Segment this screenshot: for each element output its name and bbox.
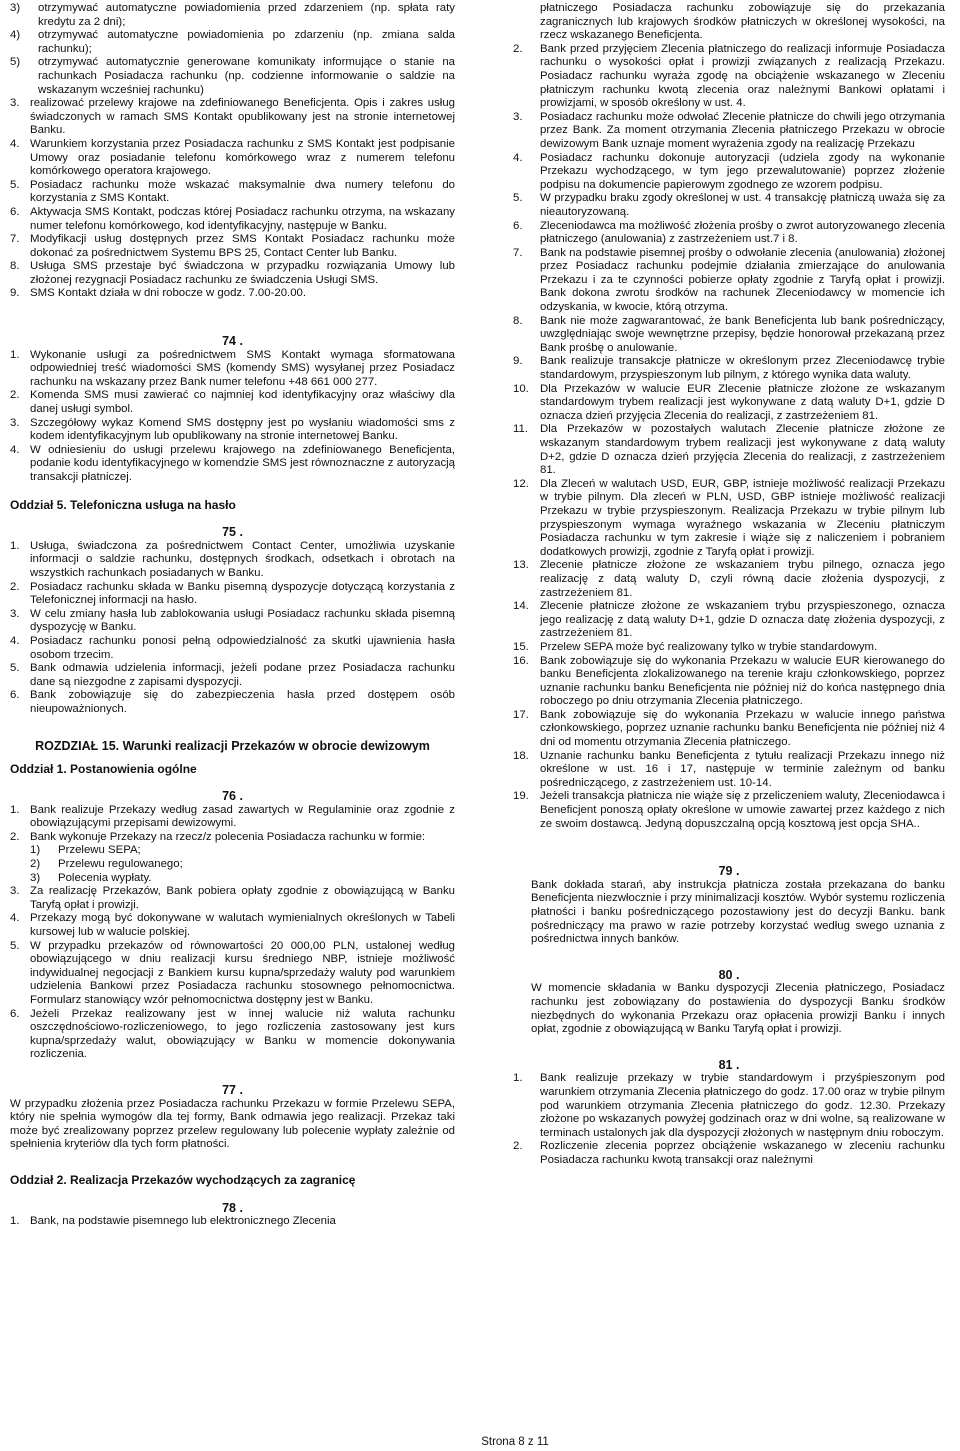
list-item-text: Posiadacz rachunku dokonuje autoryzacji (udziela zgody na wykonanie Przekazu wychodzącego, w tym jego przewalutowanie) poprzez złożenie podpisu na dokumencie papierowym zgodnego ze wzorem podpisu. bbox=[540, 151, 945, 191]
list-item-number: 12. bbox=[513, 477, 529, 490]
article-80-title: 80 . bbox=[718, 967, 740, 982]
list-item-number: 4. bbox=[513, 151, 523, 164]
list-item-text: Usługa SMS przestaje być świadczona w przypadku rozwiązania Umowy lub złożonej rezygnacji Posiadacz rachunku ze świadczenia Usługi SMS. bbox=[30, 260, 455, 286]
list-item bbox=[10, 138, 455, 179]
list-item bbox=[10, 389, 455, 416]
list-item bbox=[30, 872, 455, 886]
list-item bbox=[10, 287, 455, 301]
list-item bbox=[513, 750, 945, 791]
list-item-number: 2. bbox=[513, 42, 523, 55]
list-item-text: W przypadku braku zgody określonej w ust. 4 transakcję płatniczą uważa się za nieautoryzowaną. bbox=[540, 192, 945, 218]
list-item-text: Rozliczenie zlecenia poprzez obciążenie wskazanego w zleceniu rachunku Posiadacza rachunku kwotą transakcji oraz należnymi bbox=[540, 1140, 945, 1166]
article-75-title: 75 . bbox=[222, 525, 243, 540]
list-item-number: 19. bbox=[513, 790, 529, 803]
article-79-title: 79 . bbox=[718, 864, 740, 879]
list-item-text: Zlecenie płatnicze złożone ze wskazaniem trybu pilnego, oznacza jego realizację z datą waluty D, czyli równą dacie złożenia dyspozycji, z zastrzeżeniem 81. bbox=[540, 559, 945, 599]
list-item-number: 1. bbox=[10, 348, 20, 361]
list-item-text: otrzymywać automatyczne powiadomienia przed zdarzeniem (np. spłata raty kredytu za 2 dni); bbox=[38, 2, 455, 28]
list-item-text: Jeżeli Przekaz realizowany jest w innej walucie niż waluta rachunku oszczędnościowo-rozliczeniowego, to jego rozliczenia zastosowany jest kurs kupna/sprzedaży walut, obowiązujący w Banku w momencie dokonywania rozliczenia. bbox=[30, 1007, 455, 1061]
page-footer bbox=[0, 1436, 960, 1448]
list-item-number: 2. bbox=[10, 580, 20, 593]
list-item-number: 3. bbox=[10, 416, 20, 429]
list-item-text: Przelewu regulowanego; bbox=[58, 858, 183, 871]
list-item bbox=[513, 655, 945, 709]
list-item bbox=[513, 111, 945, 152]
right-column bbox=[513, 2, 945, 1168]
list-item-text: Polecenia wypłaty. bbox=[58, 871, 152, 884]
list-item bbox=[10, 233, 455, 260]
list-item-number: 6. bbox=[10, 689, 20, 702]
list-item bbox=[513, 383, 945, 424]
list-item bbox=[10, 912, 455, 939]
list-item bbox=[10, 581, 455, 608]
list-item-text: realizować przelewy krajowe na zdefiniowanego Beneficjenta. Opis i zakres usług świadczonych w ramach SMS Kontakt opublikowany jest na stronie internetowej Banku. bbox=[30, 97, 455, 137]
continuation-text: płatniczego Posiadacza rachunku zobowiązuje się do przekazania zagranicznych lub krajowych środków płatniczych w określonej wysokości, na rzecz wskazanego Beneficjenta. bbox=[540, 2, 945, 42]
list-item bbox=[10, 540, 455, 581]
list-item-number: 16. bbox=[513, 654, 529, 667]
list-item bbox=[10, 940, 455, 1008]
list-item bbox=[513, 43, 945, 111]
list-item-text: Bank odmawia udzielenia informacji, jeżeli podane przez Posiadacza rachunku dane są niezgodne z zapisami dyspozycji. bbox=[30, 662, 455, 688]
list-item-number: 3. bbox=[513, 110, 523, 123]
list-item-text: Dla Przekazów w pozostałych walutach Zlecenie płatnicze złożone ze wskazanym standardowym trybem realizacji jest wykonywane z datą waluty D+2, gdzie D oznacza dzień przyjęcia Zlecenia do realizacji, z zastrzeżeniem 81. bbox=[540, 423, 945, 477]
list-item-number: 1. bbox=[10, 539, 20, 552]
list-item-number: 3. bbox=[10, 885, 20, 898]
list-item bbox=[30, 858, 455, 872]
article-80-text: W momencie składania w Banku dyspozycji Zlecenia płatniczego, Posiadacz rachunku jest zobowiązany do postawienia do dyspozycji Banku środków niezbędnych do wykonania Przekazu oraz opłacenia prowizji Banku i innych opłat, zgodnie z obowiązującą w Banku Taryfą opłat i prowizji. bbox=[531, 982, 945, 1036]
article-77-title: 77 . bbox=[222, 1082, 243, 1097]
list-item-number: 2. bbox=[513, 1140, 523, 1153]
list-item-text: Dla Zleceń w walutach USD, EUR, GBP, istnieje możliwość realizacji Przekazu w trybie pilnym. Dla zleceń w PLN, USD, GBP istnieje możliwość realizacji Przekazu w trybie przyspieszonym. Realizacja Przekazu w trybie pilnym lub przyspieszonym wymaga wyraźnego wskazania w Zleceniu płatniczym Posiadacza rachunku w tym zakresie i wiąże się z naliczeniem i pobraniem dodatkowych prowizji, zgodnie z Taryfą opłat i prowizji. bbox=[540, 477, 945, 558]
list-item bbox=[513, 1072, 945, 1140]
list-item-text: W celu zmiany hasła lub zablokowania usługi Posiadacz rachunku składa pisemną dyspozycję w Banku. bbox=[30, 607, 455, 634]
list-item-text: Bank nie może zagwarantować, że bank Beneficjenta lub bank pośredniczący, uwzględniając swoje wewnętrzne przepisy, będzie honorował przekazaną przez Bank prośbę o anulowanie. bbox=[540, 314, 945, 354]
list-item-number: 3. bbox=[10, 97, 20, 110]
list-item bbox=[513, 220, 945, 247]
list-item-number: 3) bbox=[30, 871, 41, 884]
list-item-text: Bank zobowiązuje się do wykonania Przekazu w walucie EUR kierowanego do banku Beneficjenta zlokalizowanego na terenie kraju członkowskiego, poprzez uznanie rachunku banku Beneficjenta nie później niż do końca następnego dnia roboczego po dniu otrzymania Zlecenia płatniczego. bbox=[540, 654, 945, 708]
list-item-number: 1) bbox=[30, 844, 41, 857]
list-item-number: 4. bbox=[10, 443, 20, 456]
list-item-number: 15. bbox=[513, 640, 529, 653]
list-item-text: SMS Kontakt działa w dni robocze w godz. 7.00-20.00. bbox=[30, 287, 307, 300]
list-item-number: 2) bbox=[30, 858, 41, 871]
list-item-text: Posiadacz rachunku ponosi pełną odpowiedzialność za skutki ujawnienia hasła osobom trzecim. bbox=[30, 634, 455, 661]
list-item bbox=[513, 355, 945, 382]
list-item bbox=[10, 206, 455, 233]
list-item bbox=[10, 2, 455, 29]
list-item-text: Za realizację Przekazów, Bank pobiera opłaty zgodnie z obowiązującą w Banku Taryfą opłat i prowizji. bbox=[30, 885, 455, 911]
list-item-number: 17. bbox=[513, 708, 529, 721]
list-item-text: Warunkiem korzystania przez Posiadacza rachunku z SMS Kontakt jest podpisanie Umowy oraz posiadanie telefonu komórkowego wraz z numerem telefonu komórkowego operatora krajowego. bbox=[30, 137, 455, 178]
list-item: 1. Bank realizuje Przekazy według zasad zawartych w Regulaminie oraz zgodnie z obowiązującymi przepisami dewizowymi. bbox=[10, 803, 455, 830]
list-item-text: Bank przed przyjęciem Zlecenia płatniczego do realizacji informuje Posiadacza rachunku o wysokości opłat i prowizji związanych z realizacją Przekazu. Posiadacz rachunku wyraża zgodę na obciążenie wskazanego w Zleceniu płatniczym rachunku kwotą zlecenia oraz należnymi Bankowi opłatami i prowizjami, w sposób określony w ust. 4. bbox=[540, 42, 945, 110]
list-item-number: 5. bbox=[10, 178, 20, 191]
list-item: 2. Bank wykonuje Przekazy na rzecz/z polecenia Posiadacza rachunku w formie: bbox=[10, 830, 426, 843]
list-item-text: Modyfikacji usług dostępnych przez SMS Kontakt Posiadacz rachunku może dokonać za pośrednictwem Systemu BPS 25, Contact Center lub Banku. bbox=[30, 233, 455, 259]
list-item bbox=[513, 152, 945, 193]
list-item-text: Komenda SMS musi zawierać co najmniej kod identyfikacyjny oraz właściwy dla danej usługi symbol. bbox=[30, 389, 455, 416]
list-item bbox=[10, 97, 455, 138]
list-item-text: Przelew SEPA może być realizowany tylko w trybie standardowym. bbox=[540, 640, 878, 653]
list-item bbox=[10, 444, 455, 485]
list-item bbox=[10, 885, 455, 912]
list-item-text: Dla Przekazów w walucie EUR Zlecenie płatnicze złożone ze wskazanym standardowym trybem realizacji jest wykonywane z datą waluty D+1, gdzie D oznacza dzień przyjęcia Zlecenia do realizacji, z zastrzeżeniem 81. bbox=[540, 382, 945, 422]
list-item-text: Bank na podstawie pisemnej prośby o odwołanie zlecenia (anulowania) złożonej przez Posiadacz rachunku podejmie działania zmierzające do anulowania Przekazu i za te czynności pobierze opłaty zgodnie z Taryfą opłat i prowizji. Bank dokona zwrotu środków na rachunek Zleceniodawcy w momencie ich odzyskania, w kwocie, którą otrzyma. bbox=[540, 246, 945, 314]
section-2-heading: Oddział 2. Realizacja Przekazów wychodzących za zagranicę bbox=[10, 1172, 356, 1187]
list-item-number: 11. bbox=[513, 423, 528, 436]
list-item-number: 7. bbox=[10, 233, 20, 246]
list-item-number: 13. bbox=[513, 559, 529, 572]
list-item-text: Bank realizuje transakcje płatnicze w określonym przez Zleceniodawcę trybie standardowym, przyspieszonym lub pilnym, z którego wynika data waluty. bbox=[540, 355, 945, 382]
list-item-text: Zlecenie płatnicze złożone ze wskazaniem trybu przyspieszonego, oznacza jego realizację z datą waluty D+1, gdzie D oznacza datę złożenia dyspozycji, z zastrzeżeniem 81. bbox=[540, 600, 945, 640]
chapter-15-heading: ROZDZIAŁ 15. Warunki realizacji Przekazów w obrocie dewizowym bbox=[35, 738, 430, 753]
list-item-text: W przypadku przekazów od równowartości 20 000,00 PLN, ustalonej według obowiązującego w dniu realizacji kursu średniego NBP, istnieje możliwość indywidualnej negocjacji z Bankiem kursu kupna/sprzedaży waluty pod warunkiem udzielenia Bankowi przez Posiadacza rachunku stosownego pełnomocnictwa. Formularz stanowiący wzór pełnomocnictwa dostępny jest w Banku. bbox=[30, 939, 455, 1006]
list-item bbox=[10, 635, 455, 662]
article-77-text: W przypadku złożenia przez Posiadacza rachunku Przekazu w formie Przelewu SEPA, który nie spełnia wymogów dla tej formy, Bank odmawia jego realizacji. Przekaz taki może być zrealizowany poprzez przelew regulowany lub polecenie wypłaty zależnie od spełnienia kryteriów dla tych form płatności. bbox=[10, 1097, 455, 1151]
list-item-text: Uznanie rachunku banku Beneficjenta z tytułu realizacji Przekazu innego niż określone w ust. 16 i 17, następuje w terminie zależnym od banku pośredniczącego, z zastrzeżeniem ust. 10-14. bbox=[540, 749, 945, 789]
list-item-text: Posiadacz rachunku składa w Banku pisemną dyspozycje dotyczącą korzystania z Telefonicznej informacji na hasło. bbox=[30, 580, 455, 607]
section-5-heading: Oddział 5. Telefoniczna usługa na hasło bbox=[10, 497, 236, 512]
list-item-number: 5) bbox=[10, 56, 21, 69]
list-item-number: 18. bbox=[513, 749, 529, 762]
list-item bbox=[513, 709, 945, 750]
list-item-text: Przekazy mogą być dokonywane w walutach wymienialnych określonych w Tabeli kursowej lub w walucie polskiej. bbox=[30, 912, 455, 939]
list-item bbox=[10, 56, 455, 97]
list-item-number: 14. bbox=[513, 600, 529, 613]
list-item-number: 10. bbox=[513, 382, 529, 395]
list-item bbox=[513, 478, 945, 560]
article-76-title: 76 . bbox=[222, 789, 243, 804]
list-item-text: otrzymywać automatyczne powiadomienia po zdarzeniu (np. zmiana salda rachunku); bbox=[38, 29, 455, 55]
list-item bbox=[513, 600, 945, 641]
list-item-number: 9. bbox=[10, 287, 20, 300]
list-item-number: 4) bbox=[10, 29, 21, 42]
list-item-text: Szczegółowy wykaz Komend SMS dostępny jest po wysłaniu wiadomości sms z kodem identyfikacyjnym lub opublikowany na stronie internetowej Banku. bbox=[30, 416, 455, 443]
list-item bbox=[10, 260, 455, 287]
list-item: 1. Bank, na podstawie pisemnego lub elektronicznego Zlecenia bbox=[10, 1215, 336, 1228]
list-item-number: 1. bbox=[513, 1072, 523, 1085]
list-item-text: Zleceniodawca ma możliwość złożenia prośby o zwrot autoryzowanego zlecenia płatniczego (anulowania) z zastrzeżeniem ust.7 i 8. bbox=[540, 219, 945, 246]
list-item-number: 3. bbox=[10, 607, 20, 620]
article-79-text: Bank dokłada starań, aby instrukcja płatnicza została przekazana do banku Beneficjenta niezwłocznie i przy minimalizacji kosztów. Wybór systemu rozliczenia płatności i banku pośredniczącego pozostawiony jest do decyzji Banku. bank pośredniczący ma prawo w razie potrzeby korzystać według swego uznania z pośrednictwa innych banków. bbox=[531, 878, 945, 946]
list-item-text: Posiadacz rachunku może odwołać Zlecenie płatnicze do chwili jego otrzymania przez Bank. Za moment otrzymania Zlecenia płatniczego Przekazu w obrocie dewizowym Bank uznaje moment wyrażenia zgody na realizację Przekazu bbox=[540, 110, 945, 150]
list-item-number: 6. bbox=[513, 219, 523, 232]
list-item-text: Przelewu SEPA; bbox=[58, 844, 141, 857]
list-item-text: Jeżeli transakcja płatnicza nie wiąże się z przeliczeniem waluty, Zleceniodawca i Beneficjent ponoszą opłaty określone w umowie zawartej przez każdego z nich ze swoim dostawcą. Jedyną dopuszczalną opcją kosztową jest opcja SHA.. bbox=[540, 790, 945, 830]
article-74-title: 74 . bbox=[222, 334, 243, 349]
list-item bbox=[513, 1140, 945, 1167]
list-item-number: 5. bbox=[10, 939, 20, 952]
list-item bbox=[10, 662, 455, 689]
list-item bbox=[513, 423, 945, 477]
list-item bbox=[10, 349, 455, 390]
list-item-number: 5. bbox=[513, 192, 523, 205]
list-item-number: 7. bbox=[513, 246, 523, 259]
list-item bbox=[513, 315, 945, 356]
article-78-title: 78 . bbox=[222, 1200, 243, 1215]
list-item-number: 8. bbox=[513, 314, 523, 327]
list-item-text: otrzymywać automatycznie generowane komunikaty informujące o stanie na rachunkach Posiadacza rachunku (np. codzienne informowanie o saldzie na wskazanym wcześniej rachunku) bbox=[38, 56, 455, 96]
list-item bbox=[513, 247, 945, 315]
list-item bbox=[513, 641, 945, 655]
list-item-number: 4. bbox=[10, 634, 20, 647]
list-item-number: 4. bbox=[10, 137, 20, 150]
left-column bbox=[10, 2, 455, 1229]
list-item bbox=[10, 608, 455, 635]
article-81-title: 81 . bbox=[718, 1057, 740, 1072]
list-item-text: Aktywacja SMS Kontakt, podczas której Posiadacz rachunku otrzyma, na wskazany numer telefonu komórkowego, kod identyfikacyjny, następuje w Banku. bbox=[30, 205, 455, 232]
list-item-text: W odniesieniu do usługi przelewu krajowego na zdefiniowanego Beneficjenta, podanie kodu identyfikacyjnego w komendzie SMS jest równoznaczne z autoryzacją transakcji płatniczej. bbox=[30, 443, 455, 483]
list-item-number: 5. bbox=[10, 662, 20, 675]
list-item bbox=[10, 1008, 455, 1062]
list-item bbox=[10, 179, 455, 206]
list-item bbox=[10, 417, 455, 444]
list-item-number: 6. bbox=[10, 205, 20, 218]
section-1-heading: Oddział 1. Postanowienia ogólne bbox=[10, 761, 197, 776]
list-item bbox=[30, 844, 455, 858]
list-item-number: 4. bbox=[10, 912, 20, 925]
list-item-number: 8. bbox=[10, 260, 20, 273]
list-item bbox=[10, 689, 455, 716]
page-number: Strona 8 z 11 bbox=[481, 1436, 549, 1448]
list-item bbox=[513, 559, 945, 600]
list-item-text: Bank realizuje przekazy w trybie standardowym i przyśpieszonym pod warunkiem otrzymania Zlecenia płatniczego do godz. 17.00 oraz w trybie pilnym pod warunkiem otrzymania Zlecenia płatniczego do godz. 12.30. Przekazy złożone po wskazanych powyżej godzinach oraz w dni wolne, są realizowane w terminach ustalonych jak dla dyspozycji złożonych w następnym dniu roboczym. bbox=[540, 1072, 945, 1139]
list-item-text: Posiadacz rachunku może wskazać maksymalnie dwa numery telefonu do korzystania z SMS Kontakt. bbox=[30, 178, 455, 205]
list-item bbox=[513, 192, 945, 219]
list-item-number: 3) bbox=[10, 2, 21, 14]
list-item-number: 9. bbox=[513, 355, 523, 368]
list-item-text: Bank zobowiązuje się do wykonania Przekazu w walucie innego państwa członkowskiego, poprzez uznanie rachunku banku Beneficjenta nie później niż 4 dni od momentu otrzymania Zlecenia płatniczego. bbox=[540, 708, 945, 749]
list-item-text: Usługa, świadczona za pośrednictwem Contact Center, umożliwia uzyskanie informacji o saldzie rachunku, dostępnych środkach, odsetkach i obrotach na wszystkich rachunkach posiadanych w Banku. bbox=[30, 539, 455, 579]
list-item-number: 6. bbox=[10, 1007, 20, 1020]
list-item-text: Bank zobowiązuje się do zabezpieczenia hasła przed dostępem osób nieupoważnionych. bbox=[30, 689, 455, 715]
list-item-number: 2. bbox=[10, 389, 20, 402]
list-item bbox=[513, 790, 945, 831]
list-item bbox=[10, 29, 455, 56]
list-item-text: Wykonanie usługi za pośrednictwem SMS Kontakt wymaga sformatowana odpowiedniej treść wiadomości SMS (komendy SMS) wysyłanej przez Posiadacz rachunku na wskazany przez Bank numer telefonu +48 661 000 277. bbox=[30, 348, 455, 388]
